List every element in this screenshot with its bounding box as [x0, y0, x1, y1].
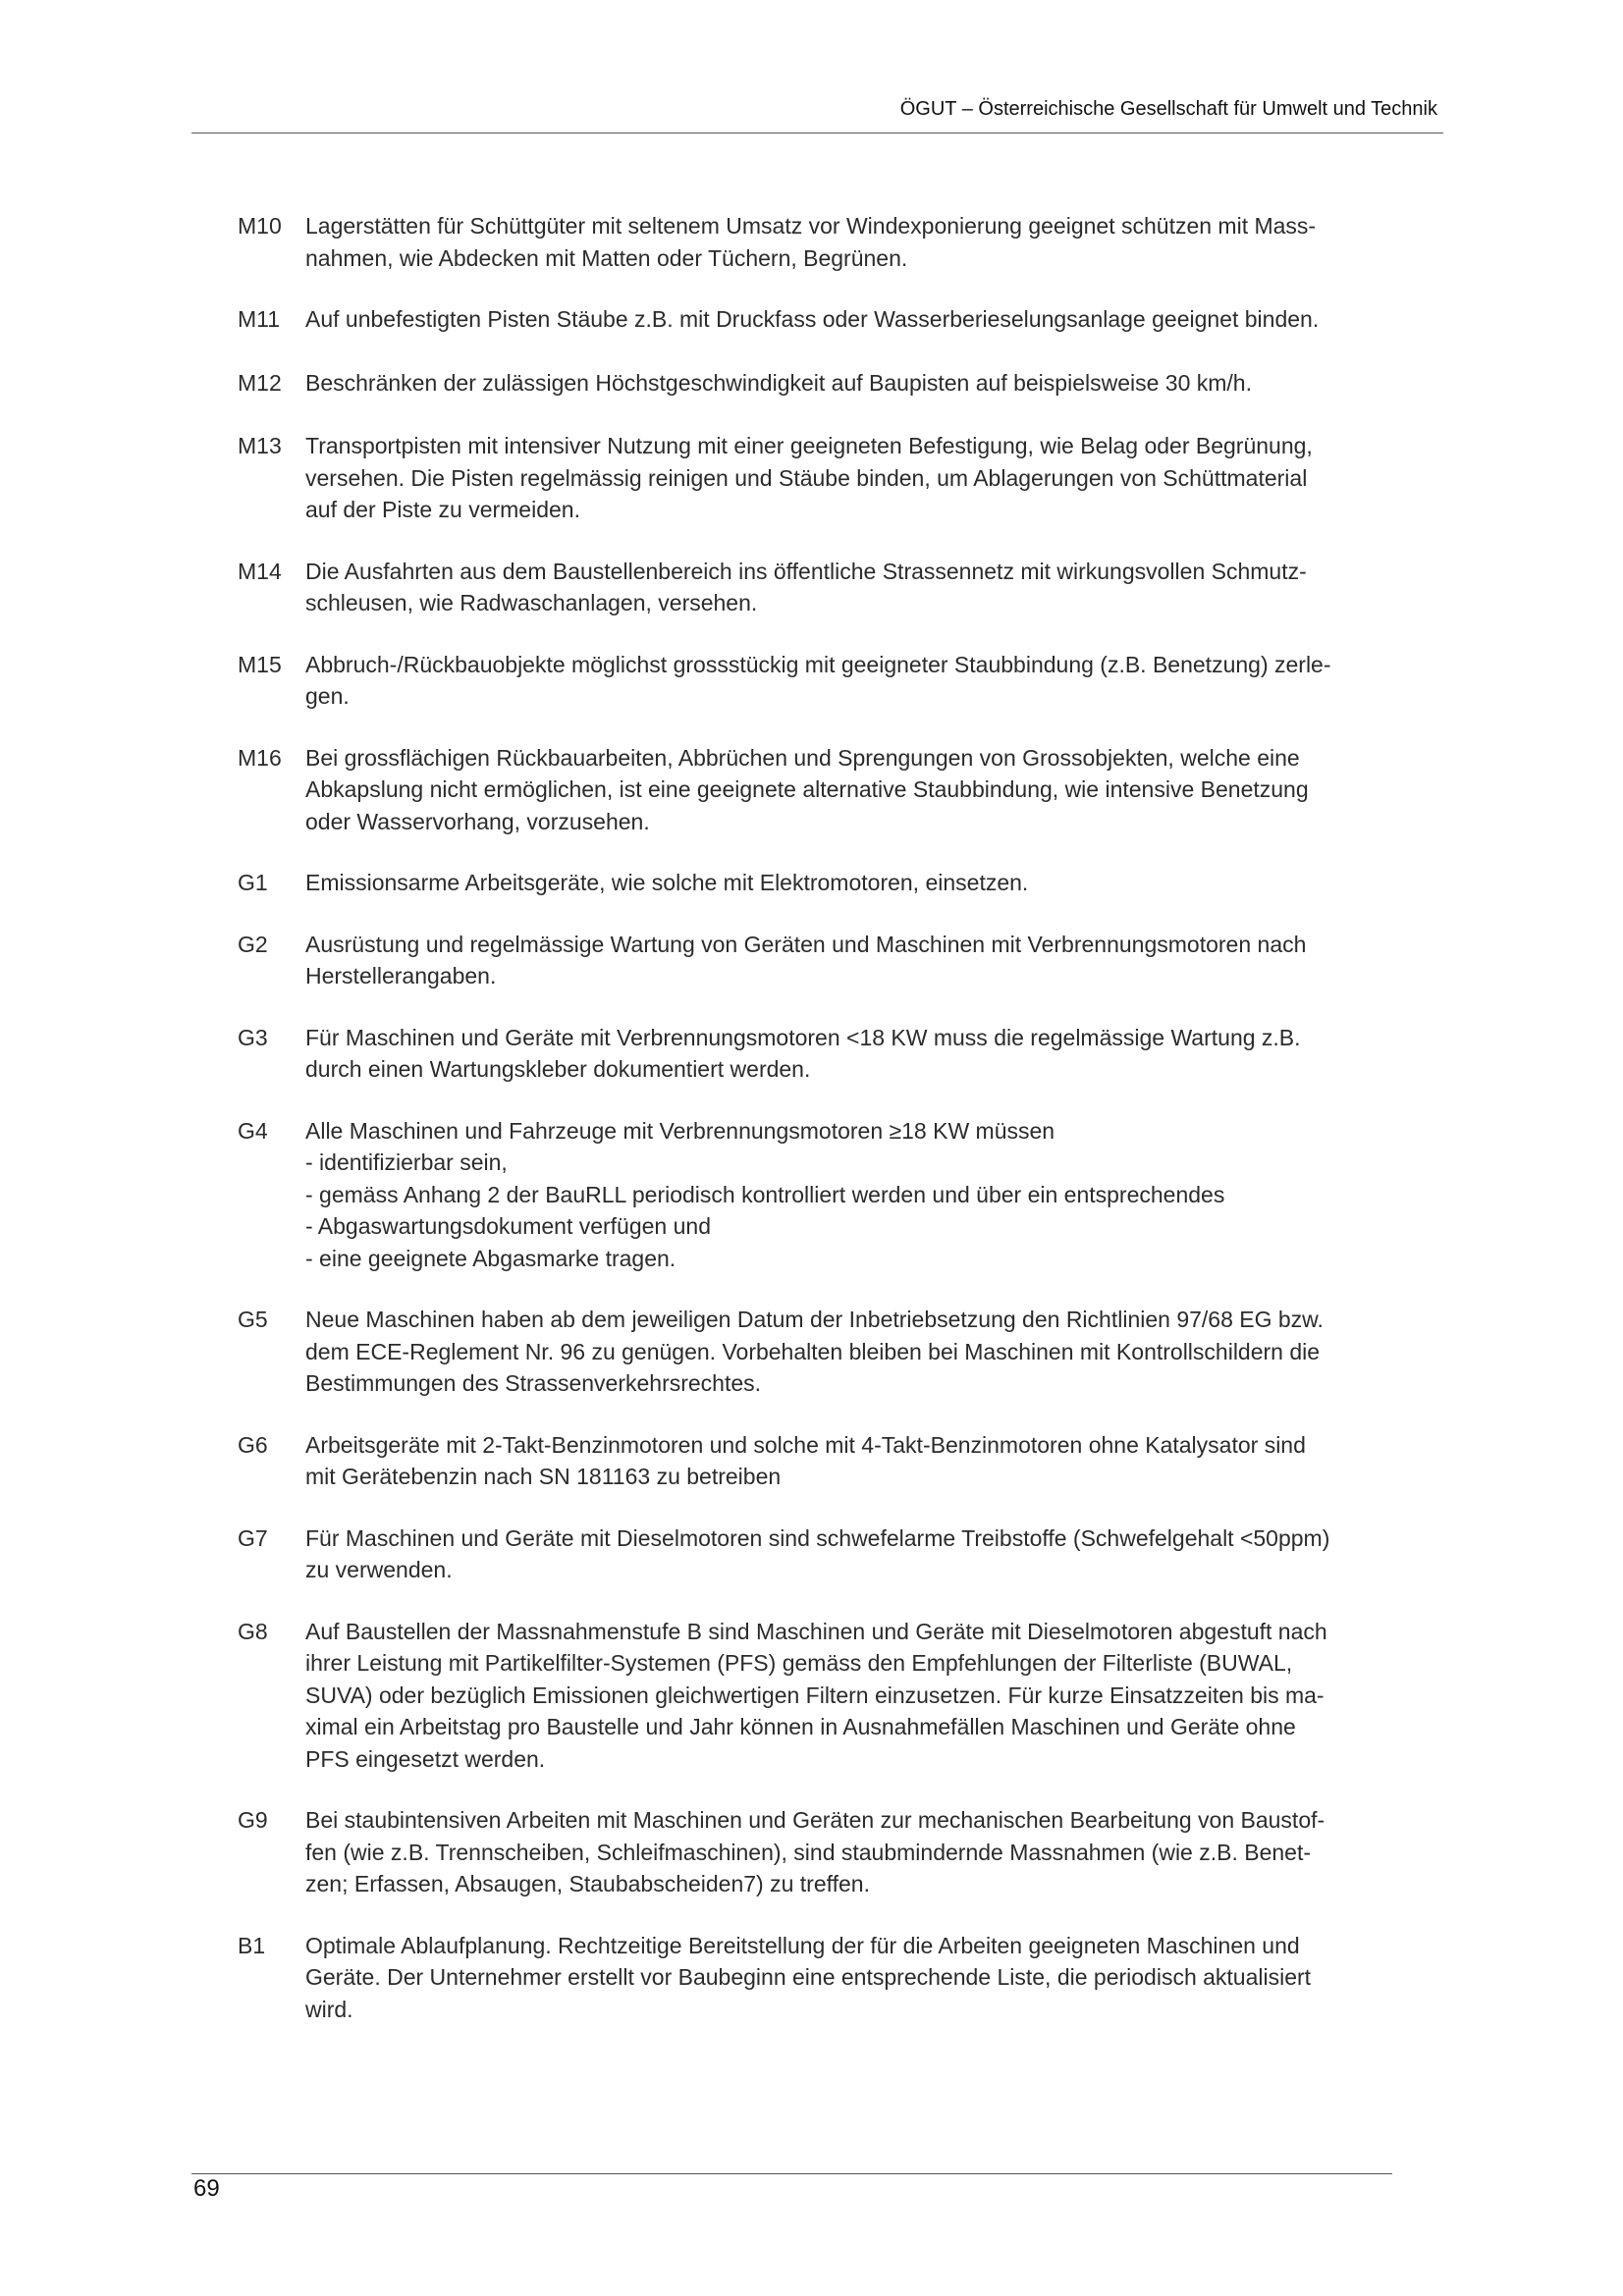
measure-item — [238, 929, 1396, 992]
text-line: wird. — [305, 1996, 353, 2022]
text-line: zen; Erfassen, Absaugen, Staubabscheiden7) zu treffen. — [305, 1871, 870, 1896]
text-line: - eine geeignete Abgasmarke tragen. — [305, 1245, 676, 1271]
text-line: oder Wasservorhang, vorzusehen. — [305, 808, 650, 834]
measure-item — [238, 742, 1396, 838]
measure-code: G5 — [238, 1307, 268, 1332]
measure-text — [305, 1616, 1396, 1776]
measure-text — [305, 649, 1396, 713]
measure-text — [305, 210, 1396, 274]
text-line: - Abgaswartungsdokument verfügen und — [305, 1213, 711, 1239]
measure-text — [305, 929, 1396, 992]
measure-item — [238, 1429, 1396, 1493]
measure-text — [305, 867, 1396, 899]
text-line: Für Maschinen und Geräte mit Verbrennungsmotoren <18 KW muss die regelmässige Wartung z.B. — [305, 1024, 1301, 1050]
measure-code: G3 — [238, 1024, 268, 1050]
text-line: Die Ausfahrten aus dem Baustellenbereich ins öffentliche Strassennetz mit wirkungsvollen Schmutz- — [305, 558, 1307, 584]
page-number: 69 — [193, 2175, 220, 2202]
text-line: Auf unbefestigten Pisten Stäube z.B. mit Druckfass oder Wasserberieselungsanlage geeignet binden. — [305, 306, 1320, 332]
measure-item — [238, 430, 1396, 526]
text-line: ximal ein Arbeitstag pro Baustelle und Jahr können in Ausnahmefällen Maschinen und Geräte ohne — [305, 1714, 1296, 1739]
text-line: nahmen, wie Abdecken mit Matten oder Tüchern, Begrünen. — [305, 244, 908, 271]
measure-item — [238, 556, 1396, 619]
text-line: Auf Baustellen der Massnahmenstufe B sind Maschinen und Geräte mit Dieselmotoren abgestuft nach — [305, 1618, 1327, 1644]
measure-item — [238, 1804, 1396, 1900]
text-line: Arbeitsgeräte mit 2-Takt-Benzinmotoren und solche mit 4-Takt-Benzinmotoren ohne Katalysator sind — [305, 1431, 1306, 1458]
text-line: Neue Maschinen haben ab dem jeweiligen Datum der Inbetriebsetzung den Richtlinien 97/68 EG bzw. — [305, 1307, 1324, 1332]
measure-item — [238, 303, 1396, 336]
measure-code: G8 — [238, 1618, 268, 1644]
measure-text — [305, 1522, 1396, 1586]
measure-item — [238, 1304, 1396, 1400]
text-line: Bei staubintensiven Arbeiten mit Maschinen und Geräten zur mechanischen Bearbeitung von Baustof- — [305, 1807, 1325, 1833]
text-line: zu verwenden. — [305, 1557, 453, 1582]
measure-item — [238, 867, 1396, 899]
measure-item — [238, 649, 1396, 713]
text-line: Beschränken der zulässigen Höchstgeschwindigkeit auf Baupisten auf beispielsweise 30 km/h. — [305, 369, 1252, 396]
footer-divider — [191, 2173, 1392, 2174]
text-line: Für Maschinen und Geräte mit Dieselmotoren sind schwefelarme Treibstoffe (Schwefelgehalt <50ppm) — [305, 1524, 1330, 1551]
measure-code: M15 — [238, 651, 282, 677]
measure-text — [305, 1115, 1396, 1275]
measure-text — [305, 556, 1396, 619]
text-line: ihrer Leistung mit Partikelfilter-Systemen (PFS) gemäss den Empfehlungen der Filterliste (BUWAL, — [305, 1650, 1293, 1676]
text-line: SUVA) oder bezüglich Emissionen gleichwertigen Filtern einzusetzen. Für kurze Einsatzzeiten bis ma- — [305, 1682, 1325, 1708]
measure-item — [238, 1930, 1396, 2026]
measure-text — [305, 1804, 1396, 1900]
measure-code: M13 — [238, 433, 282, 458]
measure-item — [238, 210, 1396, 274]
measure-code: G9 — [238, 1807, 268, 1833]
page-header — [191, 94, 1443, 133]
text-line: Ausrüstung und regelmässige Wartung von Geräten und Maschinen mit Verbrennungsmotoren nach — [305, 931, 1307, 957]
measure-code: G2 — [238, 931, 268, 957]
text-line: auf der Piste zu vermeiden. — [305, 497, 580, 522]
measure-text — [305, 1304, 1396, 1400]
measure-item — [238, 1616, 1396, 1776]
text-line: Transportpisten mit intensiver Nutzung mit einer geeigneten Befestigung, wie Belag oder Begrünung, — [305, 433, 1313, 458]
measure-code: M10 — [238, 213, 282, 239]
text-line: durch einen Wartungskleber dokumentiert werden. — [305, 1056, 811, 1082]
text-line: Geräte. Der Unternehmer erstellt vor Baubeginn eine entsprechende Liste, die periodisch aktualisiert — [305, 1964, 1312, 1990]
measure-text — [305, 742, 1396, 838]
text-line: Emissionsarme Arbeitsgeräte, wie solche mit Elektromotoren, einsetzen. — [305, 870, 1029, 895]
measure-code: M14 — [238, 558, 282, 584]
text-line: Optimale Ablaufplanung. Rechtzeitige Bereitstellung der für die Arbeiten geeigneten Maschinen und — [305, 1932, 1300, 1958]
header-title: ÖGUT – Österreichische Gesellschaft für Umwelt und Technik — [899, 98, 1437, 120]
measure-code: G6 — [238, 1431, 268, 1458]
text-line: Alle Maschinen und Fahrzeuge mit Verbrennungsmotoren ≥18 KW müssen — [305, 1117, 1055, 1144]
measure-item — [238, 1522, 1396, 1586]
measure-code: M11 — [238, 306, 281, 332]
text-line: mit Gerätebenzin nach SN 181163 zu betreiben — [305, 1464, 782, 1489]
text-line: schleusen, wie Radwaschanlagen, versehen. — [305, 590, 758, 615]
text-line: Herstellerangaben. — [305, 963, 497, 988]
measure-code: G1 — [238, 870, 268, 895]
text-line: Lagerstätten für Schüttgüter mit seltenem Umsatz vor Windexponierung geeignet schützen mit Mass- — [305, 213, 1317, 239]
measure-code: M12 — [238, 369, 282, 396]
measure-text — [305, 303, 1396, 336]
measure-code: B1 — [238, 1932, 266, 1958]
text-line: Bestimmungen des Strassenverkehrsrechtes. — [305, 1370, 762, 1396]
text-line: versehen. Die Pisten regelmässig reinigen und Stäube binden, um Ablagerungen von Schüttmaterial — [305, 464, 1308, 491]
text-line: gen. — [305, 683, 350, 709]
measure-text — [305, 1429, 1396, 1493]
measure-code: G4 — [238, 1117, 268, 1144]
measure-item — [238, 367, 1396, 400]
measures-list — [238, 210, 1396, 2025]
measure-code: G7 — [238, 1524, 268, 1551]
text-line: PFS eingesetzt werden. — [305, 1745, 546, 1772]
text-line: fen (wie z.B. Trennscheiben, Schleifmaschinen), sind staubmindernde Massnahmen (wie z.B. Benet- — [305, 1839, 1312, 1865]
text-line: dem ECE-Reglement Nr. 96 zu genügen. Vorbehalten bleiben bei Maschinen mit Kontrollschildern die — [305, 1338, 1321, 1364]
text-line: - identifizierbar sein, — [305, 1149, 508, 1175]
measure-text — [305, 430, 1396, 526]
text-line: Abkapslung nicht ermöglichen, ist eine geeignete alternative Staubbindung, wie intensive Benetzung — [305, 776, 1309, 802]
text-line: - gemäss Anhang 2 der BauRLL periodisch kontrolliert werden und über ein entsprechendes — [305, 1181, 1225, 1207]
text-line: Bei grossflächigen Rückbauarbeiten, Abbrüchen und Sprengungen von Grossobjekten, welche eine — [305, 744, 1300, 771]
measure-code: M16 — [238, 744, 282, 771]
text-line: Abbruch-/Rückbauobjekte möglichst grossstückig mit geeigneter Staubbindung (z.B. Benetzung) zerle- — [305, 651, 1331, 677]
measure-text — [305, 367, 1396, 400]
measure-item — [238, 1022, 1396, 1086]
measure-text — [305, 1930, 1396, 2026]
measure-item — [238, 1115, 1396, 1275]
measure-text — [305, 1022, 1396, 1086]
